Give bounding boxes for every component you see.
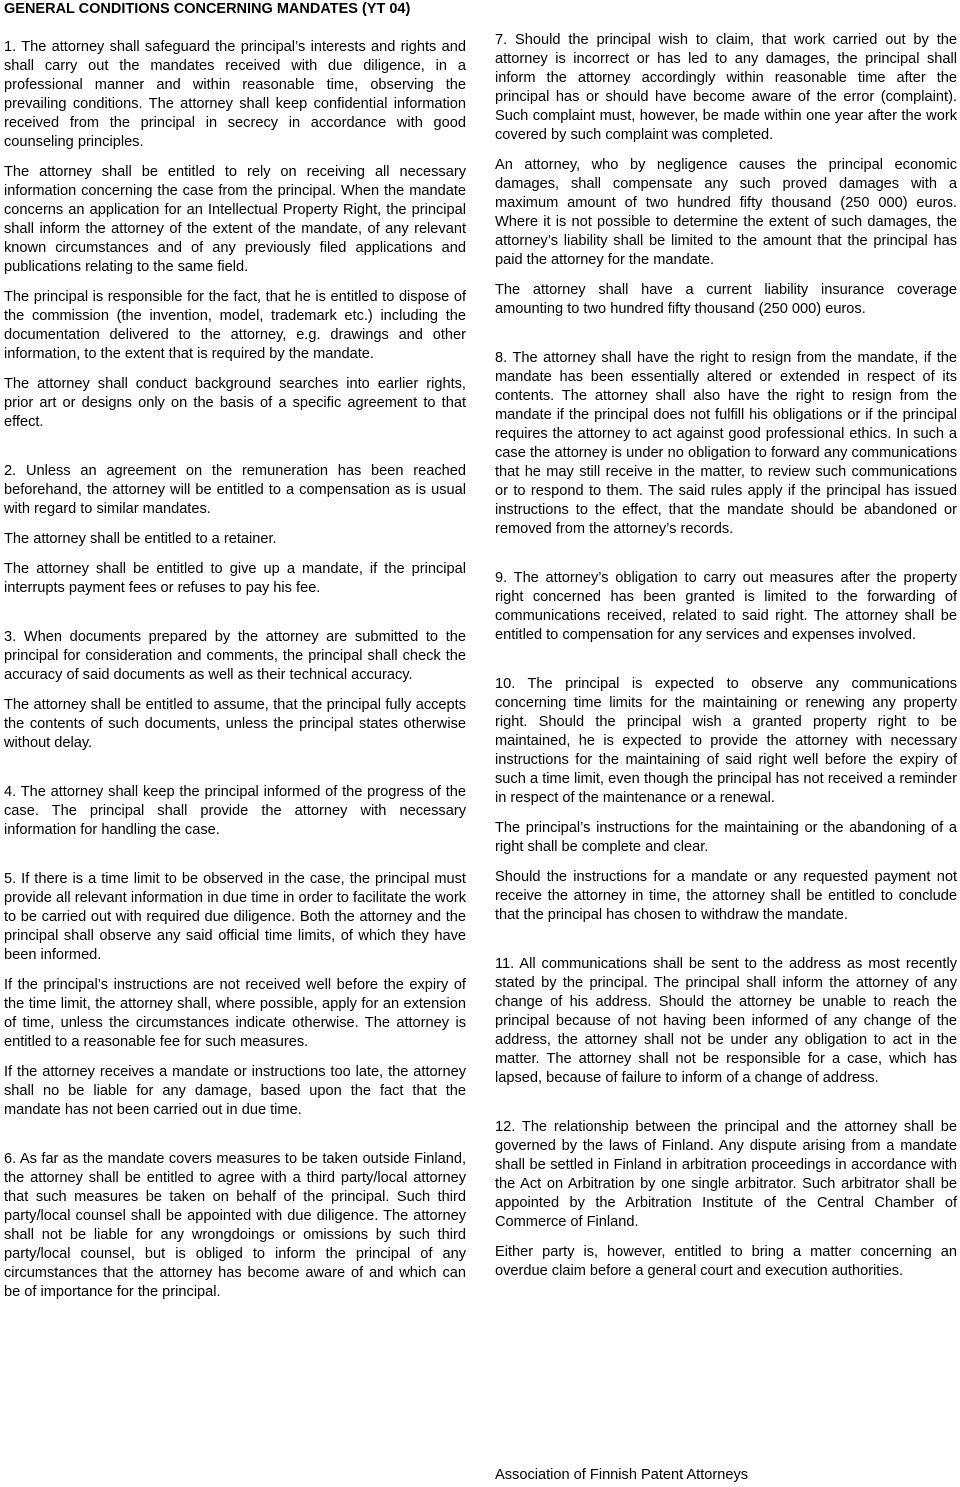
paragraph-1-information: The attorney shall be entitled to rely on receiving all necessary information concerning the case from the principal. When the mandate concerns an application for an Intellectual Property Right, the principal shall inform the attorney of the extent of the mandate, of any relevant known circumstances and of any previously filed applications and publications relating to the same field. xyxy=(4,164,466,275)
paragraph-10-maintaining: 10. The principal is expected to observe any communications concerning time limits for the maintaining or renewing any property right. Should the principal wish a granted property right to be maintained, he is expected to provide the attorney with necessary instructions for the maintaining of said right well before the expiry of such a time limit, even though the principal has not received a reminder in respect of the maintenance or a renewal. xyxy=(495,676,957,806)
paragraph-2-retainer: The attorney shall be entitled to a retainer. xyxy=(4,531,277,547)
paragraph-7-damages: An attorney, who by negligence causes the principal economic damages, shall compensate any such proved damages with a maximum amount of two hundred fifty thousand (250 000) euros. Where it is not possible to determine the extent of such damages, the attorney’s liability shall be limited to the amount that the principal has paid the attorney for the mandate. xyxy=(495,157,957,268)
paragraph-4-progress: 4. The attorney shall keep the principal informed of the progress of the case. The principal shall provide the attorney with necessary information for handling the case. xyxy=(4,784,466,838)
paragraph-12-law: 12. The relationship between the principal and the attorney shall be governed by the laws of Finland. Any dispute arising from a mandate shall be settled in Finland in arbitration proceedings in accordance with the Act on Arbitration by one single arbitrator. Such arbitrator shall be appointed by the Arbitration Institute of the Central Chamber of Commerce of Finland. xyxy=(495,1119,957,1230)
paragraph-1-searches: The attorney shall conduct background searches into earlier rights, prior art or designs only on the basis of a specific agreement to that effect. xyxy=(4,376,466,430)
paragraph-1-responsibility: The principal is responsible for the fact, that he is entitled to dispose of the commission (the invention, model, trademark etc.) including the documentation delivered to the attorney, e.g. drawings and other information, to the extent that is required by the mandate. xyxy=(4,289,466,362)
paragraph-3-documents: 3. When documents prepared by the attorney are submitted to the principal for consideration and comments, the principal shall check the accuracy of said documents as well as their technical accuracy. xyxy=(4,629,466,683)
paragraph-6-outside-finland: 6. As far as the mandate covers measures to be taken outside Finland, the attorney shall be entitled to agree with a third party/local attorney that such measures be taken on behalf of the principal. Such third party/local counsel shall be appointed with due diligence. The attorney shall not be liable for any wrongdoings or omissions by such third party/local counsel, but is obliged to inform the principal of any circumstances that the attorney has become aware of and which can be of importance for the principal. xyxy=(4,1151,466,1300)
paragraph-9-obligation: 9. The attorney’s obligation to carry out measures after the property right concerned has been granted is limited to the forwarding of communications received, related to said right. The attorney shall be entitled to compensation for any services and expenses involved. xyxy=(495,570,957,643)
paragraph-12-court: Either party is, however, entitled to bring a matter concerning an overdue claim before a general court and execution authorities. xyxy=(495,1244,957,1279)
paragraph-5-time-limit: 5. If there is a time limit to be observed in the case, the principal must provide all relevant information in due time in order to facilitate the work to be carried out with required due diligence. Both the attorney and the principal shall observe any said official time limits, of which they have been informed. xyxy=(4,871,466,963)
paragraph-2-remuneration: 2. Unless an agreement on the remuneration has been reached beforehand, the attorney will be entitled to a compensation as is usual with regard to similar mandates. xyxy=(4,463,466,517)
right-column xyxy=(495,31,957,1281)
paragraph-7-insurance: The attorney shall have a current liability insurance coverage amounting to two hundred fifty thousand (250 000) euros. xyxy=(495,282,957,317)
paragraph-2-give-up: The attorney shall be entitled to give up a mandate, if the principal interrupts payment fees or refuses to pay his fee. xyxy=(4,561,466,596)
footer-association: Association of Finnish Patent Attorneys xyxy=(495,1467,749,1483)
paragraph-1-safeguard: 1. The attorney shall safeguard the principal’s interests and rights and shall carry out the mandates received with due diligence, in a professional manner and within reasonable time, observing the prevailing conditions. The attorney shall keep confidential information received from the principal in secrecy in accordance with good counseling principles. xyxy=(4,39,466,150)
paragraph-5-extension: If the principal’s instructions are not received well before the expiry of the time limit, the attorney shall, where possible, apply for an extension of time, unless the circumstances indicate otherwise. The attorney is entitled to a reasonable fee for such measures. xyxy=(4,977,466,1050)
paragraph-3-acceptance: The attorney shall be entitled to assume, that the principal fully accepts the contents of such documents, unless the principal states otherwise without delay. xyxy=(4,697,466,751)
paragraph-10-instructions: The principal’s instructions for the maintaining or the abandoning of a right shall be complete and clear. xyxy=(495,820,957,855)
paragraph-8-resign: 8. The attorney shall have the right to resign from the mandate, if the mandate has been essentially altered or extended in respect of its contents. The attorney shall also have the right to resign from the mandate if the principal does not fulfill his obligations or if the principal requires the attorney to act against good professional ethics. In such a case the attorney is under no obligation to forward any communications that he may still receive in the matter, to review such communications or to respond to them. The said rules apply if the principal has issued instructions to the effect, that the mandate should be abandoned or removed from the attorney’s records. xyxy=(495,350,957,537)
paragraph-5-late: If the attorney receives a mandate or instructions too late, the attorney shall no be liable for any damage, based upon the fact that the mandate has not been carried out in due time. xyxy=(4,1064,466,1118)
page-title: GENERAL CONDITIONS CONCERNING MANDATES (YT 04) xyxy=(4,1,411,17)
paragraph-11-communications: 11. All communications shall be sent to the address as most recently stated by the principal. The principal shall inform the attorney of any change of his address. Should the attorney be unable to reach the principal because of not having been informed of any change of the address, the attorney shall not be under any obligation to act in the matter. The attorney shall not be responsible for a case, which has lapsed, because of failure to inform of a change of address. xyxy=(495,956,957,1086)
paragraph-10-withdraw: Should the instructions for a mandate or any requested payment not receive the attorney in time, the attorney shall be entitled to conclude that the principal has chosen to withdraw the mandate. xyxy=(495,869,957,923)
left-column xyxy=(4,38,466,1302)
paragraph-7-complaint: 7. Should the principal wish to claim, that work carried out by the attorney is incorrect or has led to any damages, the principal shall inform the attorney accordingly within reasonable time after the principal has or should have become aware of the error (complaint). Such complaint must, however, be made within one year after the work covered by such complaint was completed. xyxy=(495,32,957,143)
